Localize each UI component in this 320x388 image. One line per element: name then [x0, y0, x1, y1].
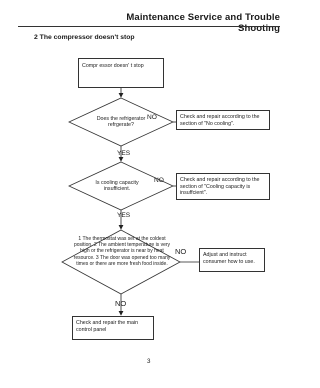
- yes1-label: YES: [117, 150, 131, 157]
- start-box-text: Compr essor doesn' t stop: [82, 63, 144, 69]
- section-title: 2 The compressor doesn't stop: [34, 34, 135, 41]
- decision3-text: 1 The thermostat was set at the coldest position. 2 The ambient temperature is very high or the refrigerator is near by heat resource. 3 The door was opened too many times or there are more fresh food inside.: [73, 236, 171, 267]
- action2-box: [176, 173, 270, 200]
- decision2-text: Is cooling capacity insufficient.: [95, 180, 139, 193]
- final-box-text: Check and repair the main control panel: [76, 320, 139, 333]
- decision2-no-label: NO: [154, 177, 164, 184]
- decision3-no-label: NO: [175, 247, 187, 256]
- decision1-no-label: NO: [147, 114, 157, 121]
- action1-box: [176, 110, 270, 130]
- final-box: [72, 316, 154, 340]
- yes2-label: YES: [117, 212, 131, 219]
- page-header-title: Maintenance Service and Trouble Shooting: [126, 12, 280, 34]
- action3-box: [199, 248, 265, 272]
- page-number: 3: [147, 358, 151, 365]
- no3-label: NO: [115, 299, 127, 308]
- action3-text: Adjust and instruct consumer how to use.: [203, 252, 255, 265]
- start-box: [78, 58, 164, 88]
- action2-text: Check and repair according to the section of "Cooling capacity is insuffcient".: [180, 177, 260, 197]
- decision1-text: Does the refrigerator refrgerate?: [96, 116, 146, 129]
- action1-text: Check and repair according to the section of "No cooling".: [180, 114, 260, 127]
